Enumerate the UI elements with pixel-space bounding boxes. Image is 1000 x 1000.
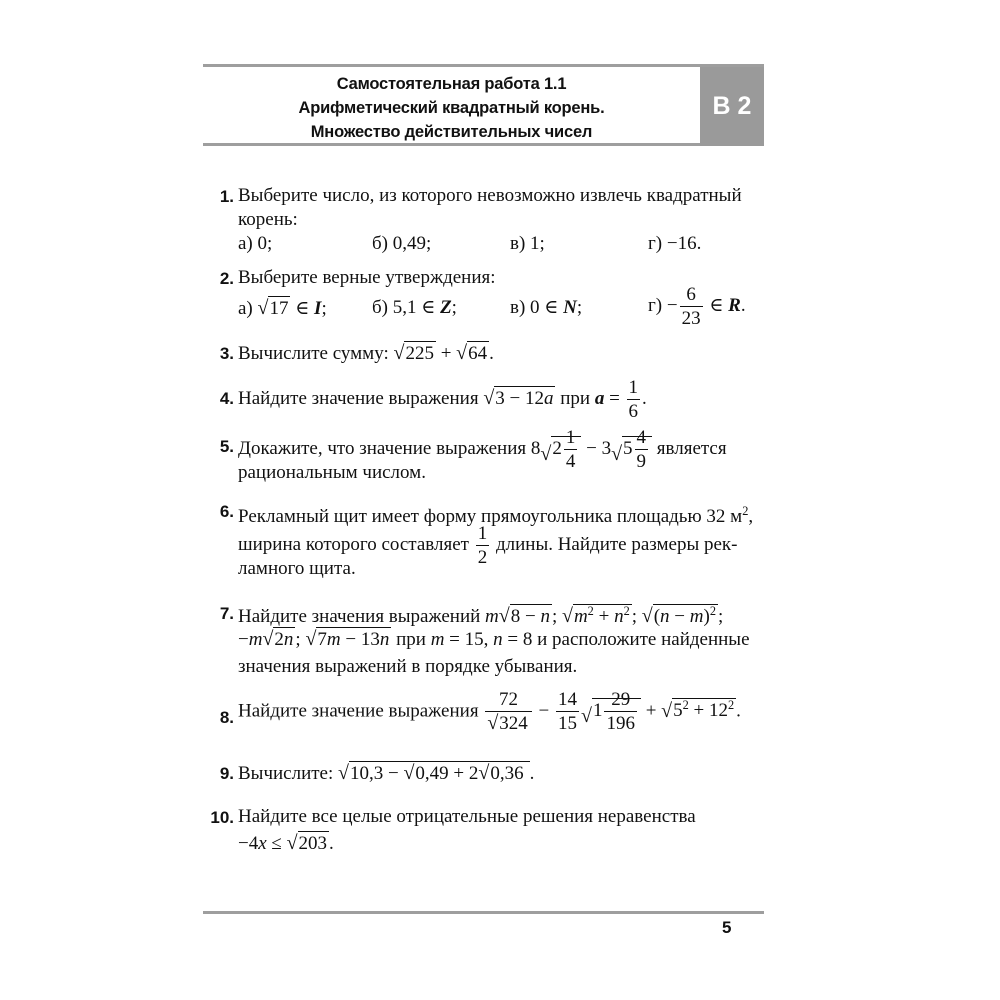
problem-text: ламного щита.: [238, 558, 356, 579]
problem-text: Найдите все целые отрицательные решения неравенства: [238, 806, 696, 827]
problem-text: ширина которого составляет: [238, 533, 469, 555]
denominator: [485, 711, 531, 734]
superscript: 2: [742, 504, 749, 518]
set-symbol: R: [728, 294, 741, 316]
problem-number: 4.: [219, 389, 234, 408]
option-text: б) 5,1 ∈: [372, 297, 436, 318]
problem-text: является: [656, 437, 727, 459]
problem-text: значения выражений в порядке убывания.: [238, 656, 578, 677]
problem-number: 5.: [219, 437, 234, 456]
fraction: [485, 690, 531, 734]
problem-text: Вычислите:: [238, 763, 334, 784]
problem-text: Выберите верные утверждения:: [238, 267, 496, 288]
whole-part: 5: [623, 437, 633, 459]
header-top-rule: [203, 64, 764, 67]
problem-text: рациональным числом.: [238, 462, 426, 483]
problem-4: [200, 377, 770, 422]
problem-text: Найдите значения выражений: [238, 605, 481, 627]
radicand: 17: [269, 298, 289, 319]
numerator: 6: [686, 284, 696, 305]
coefficient: 8: [530, 437, 541, 459]
numerator: 29: [611, 689, 631, 711]
problem-line: Докажите, что значение выражения 8√2 $\frac{1}{4}$ − 3√5 $\frac{4}{9}$ является: [238, 427, 727, 472]
sqrt-expression: √8 − n: [498, 604, 550, 627]
option-a: а) √17 ∈ I;: [238, 295, 327, 322]
problem-number: 10.: [210, 808, 234, 827]
denominator: 196: [606, 713, 635, 735]
problem-text: Рекламный щит имеет форму прямоугольника площадью 32 м: [238, 505, 743, 527]
denominator: 2: [477, 547, 488, 568]
fraction: [476, 524, 490, 567]
variable: a: [543, 387, 554, 409]
fraction: [680, 285, 703, 328]
denominator: 4: [565, 451, 576, 472]
fraction: [556, 690, 579, 733]
denominator: 15: [557, 713, 577, 735]
sqrt-expression: √64: [456, 342, 488, 364]
problem-number: 6.: [219, 502, 234, 521]
denominator: 6: [628, 401, 639, 422]
sqrt-expression: $√(n - m)^2$: [641, 604, 716, 627]
radicand: 64: [468, 343, 488, 364]
problem-2: [200, 265, 770, 330]
problem-text: Найдите значение выражения: [238, 700, 479, 722]
numerator: 4: [636, 427, 647, 448]
fraction: [627, 378, 641, 421]
footer-rule: [203, 911, 764, 914]
problem-line: Вычислите сумму: √225 + √64 .: [238, 340, 494, 367]
option-b: б) 0,49;: [372, 233, 432, 254]
problem-text: при: [396, 629, 426, 650]
problem-line: Вычислите: √10,3 − √0,49 + 2√0,36 .: [238, 760, 534, 787]
numerator: 1: [628, 377, 639, 398]
option-c: в) 1;: [510, 233, 545, 254]
base: 12: [709, 700, 728, 722]
numerator: 1: [477, 523, 488, 544]
page-number: 5: [722, 918, 732, 937]
problem-text: Выберите число, из которого невозможно извлечь квадратный: [238, 185, 742, 206]
problem-text: корень:: [238, 209, 298, 230]
option-text: в) 0 ∈: [510, 297, 559, 318]
option-c: в) 0 ∈ N;: [510, 297, 583, 318]
problem-text: длины. Найдите размеры рек-: [495, 533, 738, 555]
problem-number: 1.: [219, 187, 234, 206]
radicand: 203: [298, 833, 328, 854]
radicand: 225: [405, 343, 434, 364]
sqrt-expression: √0,36: [478, 762, 524, 784]
whole-part: 1: [592, 700, 603, 722]
whole-part: 2: [552, 437, 562, 459]
variable: x: [258, 833, 267, 854]
numerator: 1: [565, 427, 576, 448]
sqrt-expression: √2 $\frac{1}{4}$: [540, 428, 581, 471]
fraction: [604, 690, 637, 733]
problem-line: Рекламный щит имеет форму прямоугольника площадью 32 $м^2$,: [238, 504, 754, 527]
fraction: [564, 428, 578, 471]
header-bottom-rule: [203, 143, 700, 146]
problem-number: 2.: [219, 269, 234, 288]
coefficient: 3: [601, 437, 612, 459]
problem-9: [200, 760, 770, 790]
fraction: [635, 428, 649, 471]
sqrt-expression: √10,3 − √0,49 + 2√0,36: [338, 760, 530, 787]
relation: ≤: [271, 833, 282, 854]
problem-text: = 8 и расположите найденные: [507, 629, 750, 650]
set-symbol: I: [314, 298, 322, 319]
problem-line: −m√2n ; √7m − 13n при m = 15, n = 8 и расположите найденные: [238, 626, 750, 653]
sqrt-expression: √3 − 12a: [483, 386, 554, 409]
problem-text: Докажите, что значение выражения: [238, 437, 527, 459]
variant-badge: В 2: [700, 67, 764, 146]
problem-number: 7.: [219, 604, 234, 623]
problem-text: Вычислите сумму:: [238, 343, 389, 364]
base: 5: [673, 700, 683, 722]
problem-7: [200, 598, 770, 680]
problem-number: 9.: [219, 764, 234, 783]
sqrt-expression: √5 $\frac{4}{9}$: [611, 428, 652, 471]
sqrt-expression: √7m − 13n: [305, 628, 390, 650]
problem-line: Найдите значения выражений m√8 − n ; $√m^2 + n^2$ ; $√(n - m)^2$ ;: [238, 598, 723, 630]
problem-8: [200, 690, 770, 744]
problem-6: [200, 498, 770, 580]
problem-line: Найдите значение выражения √3 − 12a при a = $\frac{1}{6}$ .: [238, 377, 647, 422]
numerator: 14: [557, 689, 577, 711]
page-title: [203, 72, 700, 144]
problem-text: Найдите значение выражения: [238, 387, 479, 409]
denominator: 9: [636, 451, 647, 472]
condition-text: при: [560, 387, 591, 409]
option-b: б) 5,1 ∈ Z;: [372, 297, 457, 318]
radicand: 0,36: [490, 763, 524, 784]
radicand: 324: [499, 713, 528, 734]
sqrt-expression: √324: [487, 712, 528, 734]
radicand: 0,49 + 2: [415, 763, 479, 784]
sqrt-expression: √17: [257, 297, 289, 319]
option-label: а): [238, 298, 253, 319]
problem-10: [200, 804, 770, 860]
problem-5: [200, 428, 770, 488]
set-symbol: Z: [440, 297, 452, 318]
title-line-1: Самостоятельная работа 1.1: [336, 75, 567, 93]
denominator: 23: [681, 308, 701, 329]
sqrt-expression: √0,49 + 2√0,36: [403, 760, 527, 787]
radicand: 3 − 12: [495, 387, 544, 409]
option-a: а) 0;: [238, 233, 273, 254]
problem-number: 3.: [219, 344, 234, 363]
problem-number: 8.: [219, 708, 234, 727]
sqrt-expression: $√m^2 + n^2$: [561, 604, 630, 627]
numerator: 72: [499, 689, 519, 710]
lhs: −4: [238, 833, 259, 854]
sqrt-expression: √1 $\frac{29}{196}$: [581, 690, 641, 733]
variable: a: [594, 387, 605, 409]
problem-text: = 15,: [449, 629, 489, 650]
title-line-2: Арифметический квадратный корень.: [298, 99, 605, 117]
title-line-3: Множество действительных чисел: [310, 123, 593, 141]
option-label: г) −: [648, 294, 678, 316]
sqrt-expression: $√5^2 + 12^2$: [661, 698, 735, 722]
sqrt-expression: √2n: [262, 628, 294, 650]
option-d: г) −16.: [648, 233, 702, 254]
sqrt-expression: √225: [393, 342, 434, 364]
radicand: 10,3 −: [349, 763, 399, 784]
set-symbol: N: [563, 297, 577, 318]
problem-1: [200, 183, 770, 263]
option-d: г) − $\frac{6}{23}$ ∈ R.: [648, 284, 746, 329]
problem-3: [200, 340, 770, 370]
problem-line: Найдите значение выражения $\frac{72}{√324}$ − $\frac{14}{15}$ √1 $\frac{29}{196}$ + $√5^2 + 12^2$ .: [238, 689, 741, 735]
problem-line: −4x ≤ √203 .: [238, 830, 334, 857]
sqrt-expression: √203: [286, 832, 328, 854]
